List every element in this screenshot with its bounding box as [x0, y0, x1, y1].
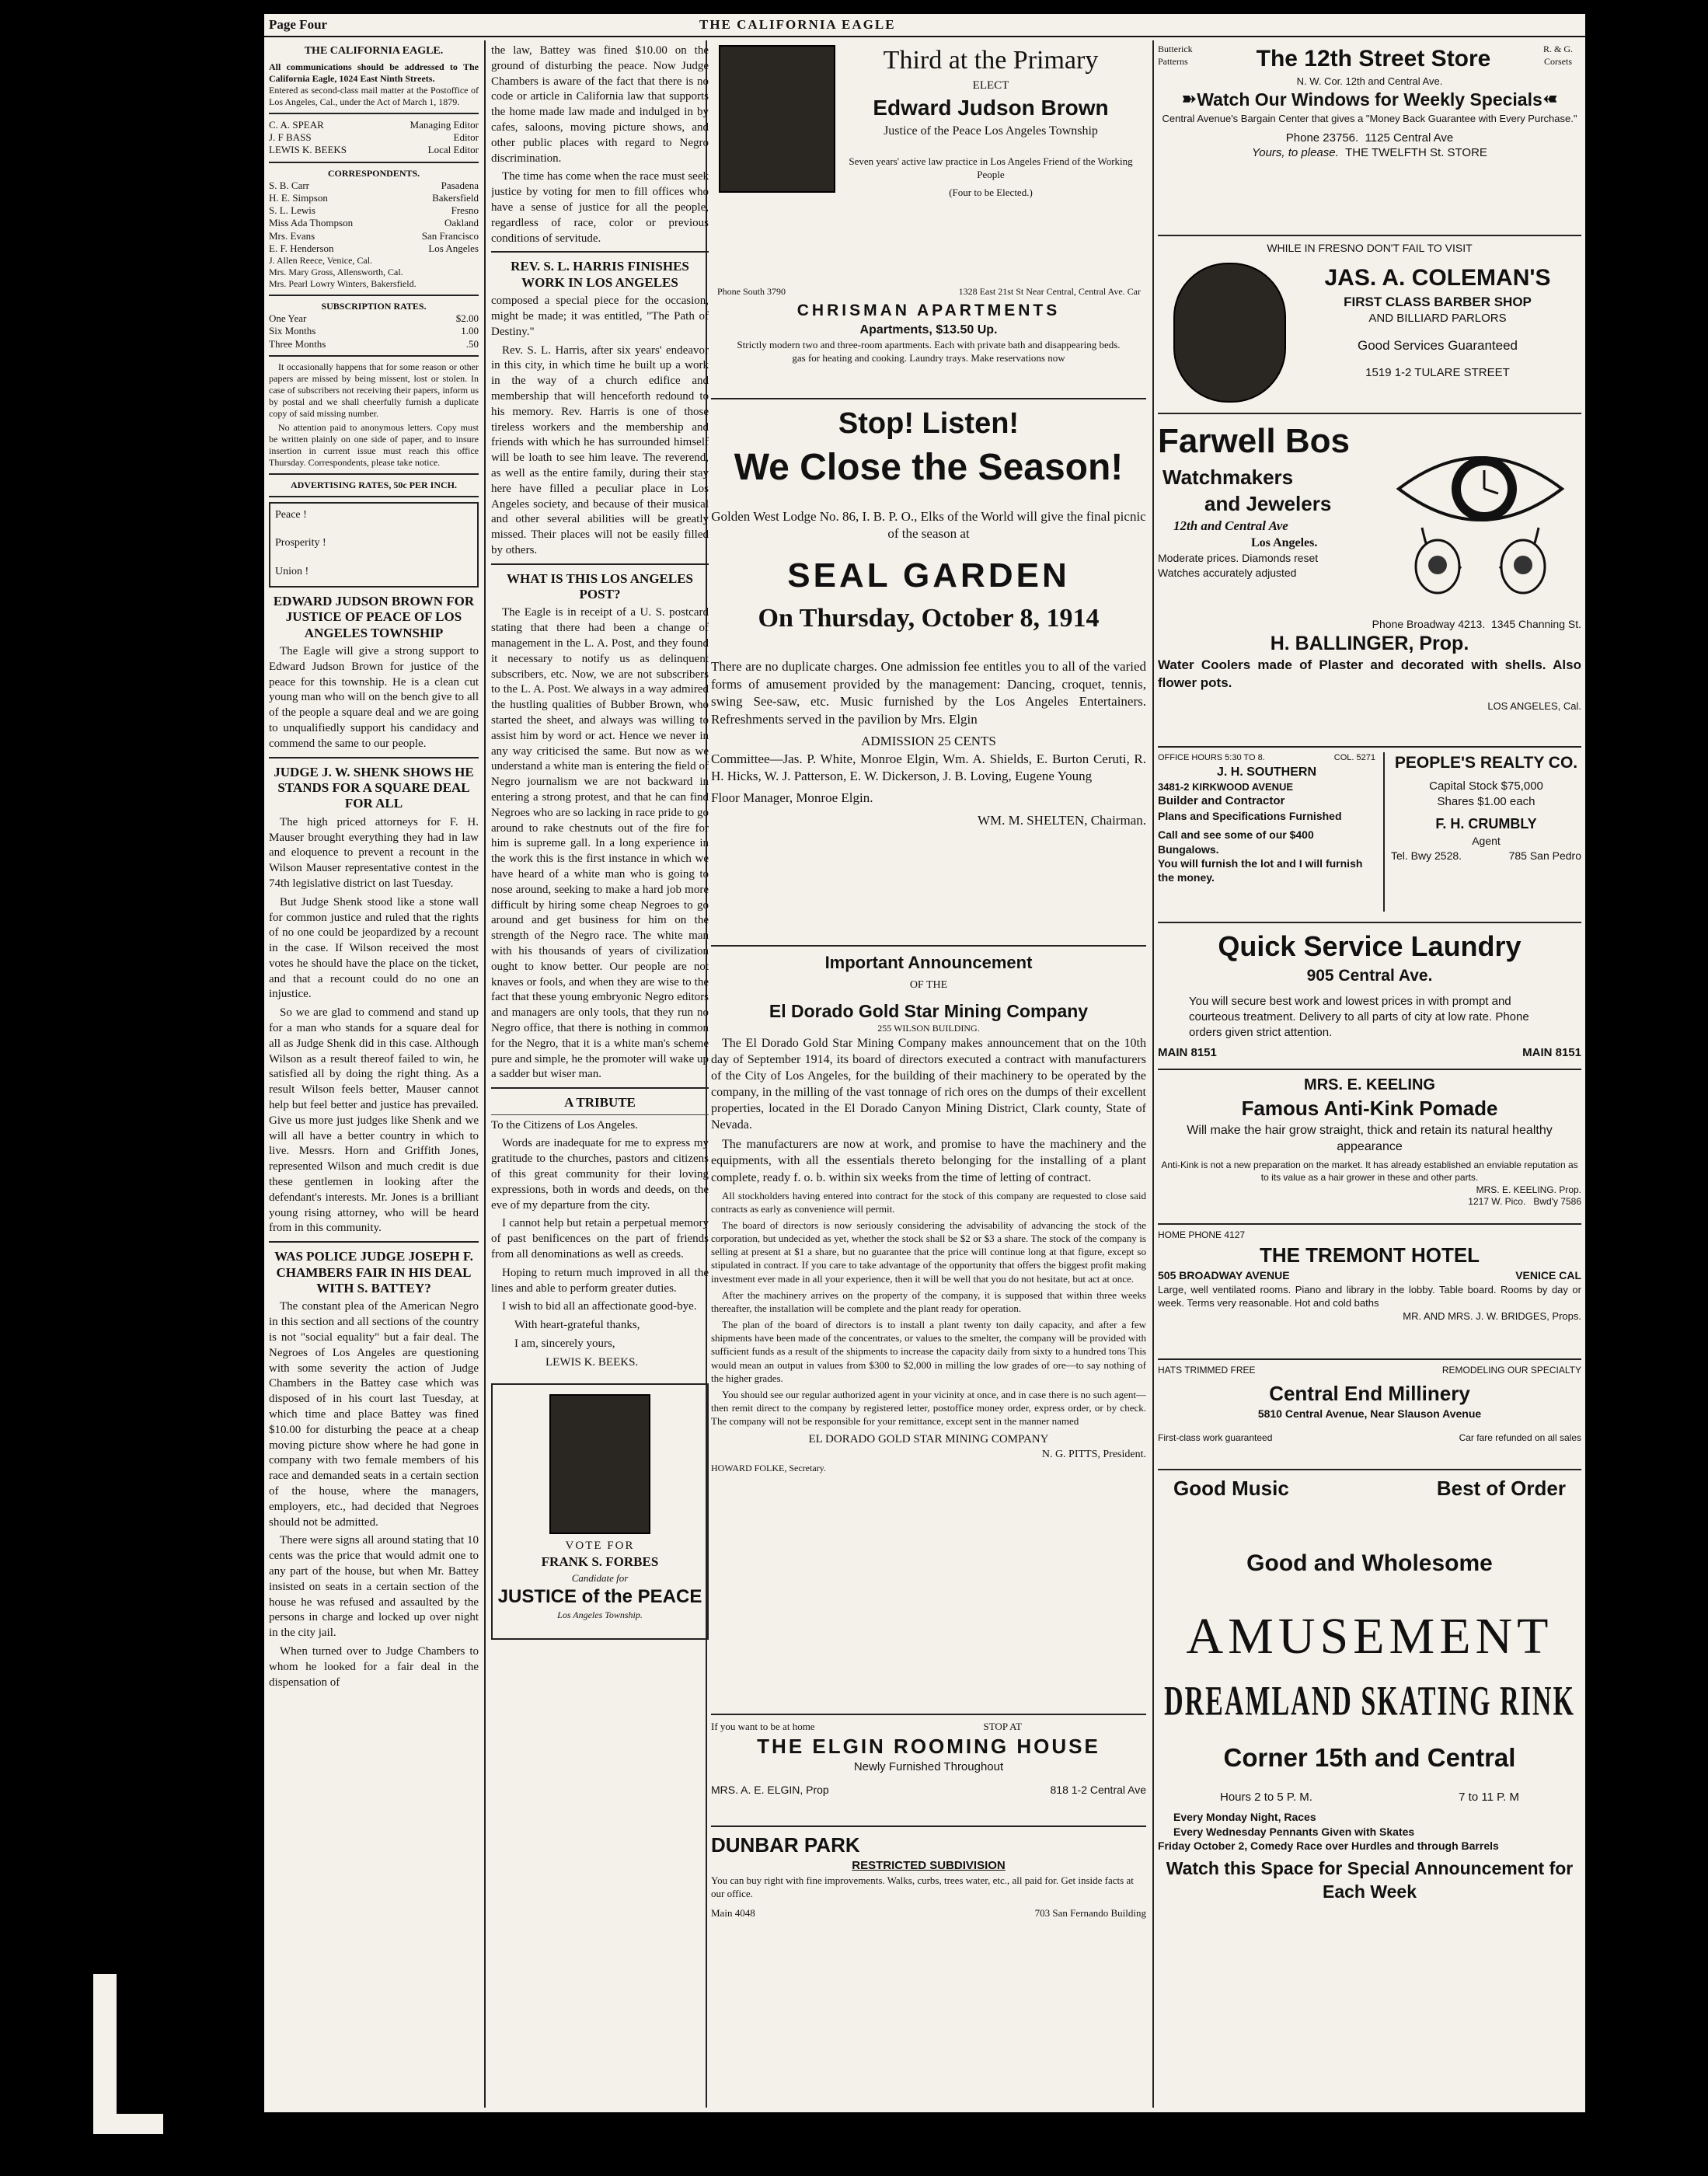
motto-box: Peace ! Prosperity ! Union ! [269, 502, 479, 588]
entry-notice: Entered as second-class mail matter at the Postoffice of Los Angeles, Cal., under the Act of March 1, 1879. [269, 84, 479, 107]
headline-harris: REV. S. L. HARRIS FINISHES WORK IN LOS ANGELES [511, 259, 689, 290]
dunbar-park-ad: DUNBAR PARK RESTRICTED SUBDIVISION You can buy right with fine improvements. Walks, curbs, trees water, etc., all paid for. Get inside facts at our office. Main 4048 703 San Fernando Building [711, 1833, 1146, 1920]
millinery-ad: HATS TRIMMED FREE REMODELING OUR SPECIALTY Central End Millinery 5810 Central Avenue, Near Slauson Avenue First-class work guaranteed Car fare refunded on all sales [1158, 1365, 1581, 1443]
coleman-barber-ad: WHILE IN FRESNO DON'T FAIL TO VISIT JAS. A. COLEMAN'S FIRST CLASS BARBER SHOP AND BILLIARD PARLORS Good Services Guaranteed 1519 1-2 TULARE STREET [1158, 241, 1581, 408]
column-4 [1158, 44, 1581, 2103]
article-text: With heart-grateful thanks, [514, 1319, 640, 1332]
subscription-heading: SUBSCRIPTION RATES. [321, 301, 427, 312]
article-text: I cannot help but retain a perpetual memory of past benificences on the part of friends from all denominations as well as creeds. [491, 1217, 709, 1261]
article-text: The high priced attorneys for F. H. Mauser brought everything they had in law and eloquence to prevent a recount in the Wilson Mauser representative contest in the 74th legislative district on last Tuesday. [269, 815, 479, 890]
signature: LEWIS K. BEEKS. [546, 1355, 639, 1369]
article-text: Rev. S. L. Harris, after six years' endeavor in this city, in which time he built up a work in the way of a church edifice and membership that will henceforth redound to his memory. Rev. Harris is one of those tireless workers and the membership and friends with which he has surrounded himself will be loath to see him leave. The reverend, as well as the entire family, during their stay here have filled a peculiar place in Los Angeles society, and because of their musical and other several abilities will be greatly missed. Their places will not be easily filled by others. [491, 343, 709, 556]
staff-list: C. A. SPEAR Managing Editor J. F BASS Editor LEWIS K. BEEKS Local Editor [269, 118, 479, 156]
column-2 [491, 44, 709, 2103]
film-edge-mark [93, 2114, 163, 2134]
article-text: The Eagle will give a strong support to Edward Judson Brown for justice of the peace for this township. He is a clean cut young man who will on the bench give to all of the people a square deal and we are going to unqualifiedly support his candidacy and commend the same to our people. [269, 644, 479, 750]
farwell-jewelers-ad: Farwell Bos Watchmakers and Jewelers 12th and Central Ave Los Angeles. Moderate prices. Diamonds reset Watches accurately adjusted [1158, 419, 1581, 617]
twelfth-street-store-ad: Butterick Patterns The 12th Street Store R. & G. Corsets N. W. Cor. 12th and Central Ave. ➽ Watch Our Windows for Weekly Specials ➽ Central Avenue's Bargain Center that gives a "Money Back Guarantee with Every Purchase." Phone 23756. 1125 Central Ave Yours, to please. THE TWELFTH St. STORE [1158, 44, 1577, 160]
article-text: Hoping to return much improved in all the lines and able to perform greater duties. [491, 1266, 709, 1295]
film-edge-mark [93, 1974, 117, 2129]
article-text: Words are inadequate for me to express my gratitude to the churches, pastors and citizens of this great community for their loving expressions, both in words and deeds, on the eve of my departure from the city. [491, 1137, 709, 1212]
article-text: I am, sincerely yours, [514, 1337, 615, 1350]
masthead [264, 14, 1585, 37]
quick-laundry-ad: Quick Service Laundry 905 Central Ave. You will secure best work and lowest prices in with prompt and courteous treatment. Delivery to all parts of city at low rate. Phone orders given strict attention. MAIN 8151 MAIN 8151 [1158, 930, 1581, 1059]
correspondents-heading: CORRESPONDENTS. [327, 167, 420, 179]
forbes-ad: VOTE FOR FRANK S. FORBES Candidate for JUSTICE of the PEACE Los Angeles Township. [491, 1383, 709, 1640]
headline-shenk: JUDGE J. W. SHENK SHOWS HE STANDS FOR A SQUARE DEAL FOR ALL [274, 764, 474, 811]
page-number: Page Four [269, 17, 328, 32]
tremont-hotel-ad: HOME PHONE 4127 THE TREMONT HOTEL 505 BROADWAY AVENUE VENICE CAL Large, well ventilated rooms. Piano and library in the lobby. Table board. Rooms by day or week. Terms very reasonable. Hot and cold baths MR. AND MRS. J. W. BRIDGES, Props. [1158, 1229, 1581, 1322]
article-text: When turned over to Judge Chambers to whom he looked for a fair deal in the dispensation of [269, 1644, 479, 1689]
headline-brown: EDWARD JUDSON BROWN FOR JUSTICE OF PEACE OF LOS ANGELES TOWNSHIP [273, 593, 475, 640]
article-text: The Eagle is in receipt of a U. S. postcard stating that there had been a change of management in the L. A. Post, and they found it necessary to notify us as delinquent subscribers, etc. Now, we are not subscribers to the L. A. Post. We always in a way admired the hustling qualities of Bubber Brown, who started the sheet, and always was willing to assist him by word or act. Hence we never in any way criticised the same. But now as we understand a white man is entering the field of Negro journalism we are not backward in entering a strong protest, and that he can find Negroes who are so lacking in race pride to go around to rake chestnuts out of the fire for him is supreme gall. In a long experience in the work this is the first instance in which we have heard of a white man who is going to nose around, seeking to make a hard job more difficult by hiring some cheap Negroes to go around and get business for him on the strength of the Negro race. The white man with his thousands of years of civilization ought to know better. Our people are not knaves or fools, and when they are wise to the fact that these young embryonic Negro editors and managers are only tools, that they run no Negro office, that there is nothing in common for the Negro, that it is a white man's scheme pure and simple, he the promoter will wake up a sadder but wiser man. [491, 606, 709, 1081]
article-text: There were signs all around stating that 10 cents was the price that would admit one to any part of the house, but when Mr. Battey insisted on seats in a certain section of the house he was refused and assaulted by the persons in charge and locked up over night in the city jail. [269, 1534, 479, 1640]
elgin-rooming-ad: If you want to be at home STOP AT THE ELGIN ROOMING HOUSE Newly Furnished Throughout MRS. A. E. ELGIN, Prop 818 1-2 Central Ave [711, 1721, 1146, 1797]
anonymous-note: No attention paid to anonymous letters. Copy must be written plainly on one side of paper, and to insure insertion in current issue must reach this office Thursday. Correspondents, please take notice. [269, 421, 479, 468]
article-text: To the Citizens of Los Angeles. [491, 1118, 638, 1132]
article-text: So we are glad to commend and stand up for a man who stands for a square deal for all as Judge Shenk did in this case. Although Wilson as a result thereof failed to win, he satisfied all by doing the right thing. As a result Wilson feels better, Mauser cannot help but feel better and justice has prevailed. Give us more just judges like Shenk and we will all have a better country in which to live. Messrs. Horn and Griffith Jones, represented Wilson and much credit is due these gentlemen in looking after the defendant's interests. Mr. Jones is a brilliant young rising attorney, who will be heard from in this community. [269, 1006, 479, 1235]
headline-tribute: A TRIBUTE [564, 1095, 636, 1111]
headline-post: WHAT IS THIS LOS ANGELES POST? [507, 570, 693, 602]
column-3 [711, 44, 1146, 2103]
peoples-realty-ad: PEOPLE'S REALTY CO. Capital Stock $75,000 Shares $1.00 each F. H. CRUMBLY Agent Tel. Bwy 2528. 785 San Pedro [1391, 754, 1581, 862]
paper-name: THE CALIFORNIA EAGLE. [304, 45, 444, 57]
chrisman-ad: CHRISMAN APARTMENTS Apartments, $13.50 Up. Strictly modern two and three-room apartments. Each with private bath and disappearing beds. gas for heating and cooking. Laundry trays. Make reservations now [737, 302, 1121, 364]
eye-clock-icon [1391, 434, 1570, 605]
column-rule [484, 40, 486, 2108]
article-text: The constant plea of the American Negro in this section and all sections of the country is not "social equality" but a fair deal. The Negroes of Los Angeles are questioning with some severity the action of Judge Chambers in the Battey case which was disposed of in his court last Tuesday, at which time and place Battey was fined $10.00 for disturbing the peace at a cheap moving picture show where he had gone in company with two female members of his race and demanded seats in a certain section of the house, where the managers, employers, etc., had decided that Negroes should not be admitted. [269, 1300, 479, 1529]
newspaper-page [264, 14, 1585, 2112]
subscription-note: It occasionally happens that for some reason or other papers are missed by being missent, lost or stolen. In case of subscribers not receiving their papers, inform us by postal and we shall cheerfully furnish a duplicate copy of said missing number. [269, 361, 479, 419]
article-text: the law, Battey was fined $10.00 on the ground of disturbing the peace. Now Judge Chambers is aware of the fact that there is no code or article in California law that supports the home made law made and indulged in by cafes, saloons, moving picture shows, and other public places with regard to Negro discrimination. [491, 44, 709, 165]
candidate-photo [719, 45, 835, 193]
advertising-rates: ADVERTISING RATES, 50c PER INCH. [290, 479, 458, 490]
paper-title: THE CALIFORNIA EAGLE [699, 17, 896, 32]
brown-ad: Third at the Primary ELECT Edward Judson Brown Justice of the Peace Los Angeles Township Seven years' active law practice in Los Angeles Friend of the Working People (Four to be Elected.) Phone South 3790 1328 East 21st St Near Central, Central Ave. Car [717, 46, 1141, 297]
ballinger-ad: Phone Broadway 4213. 1345 Channing St. H. BALLINGER, Prop. Water Coolers made of Plaster and decorated with shells. Also flower pots. LOS ANGELES, Cal. [1158, 618, 1581, 713]
headline-chambers: WAS POLICE JUDGE JOSEPH F. CHAMBERS FAIR IN HIS DEAL WITH S. BATTEY? [274, 1249, 473, 1296]
article-text: composed a special piece for the occasion, might be made; it was entitled, "The Path of Destiny." [491, 295, 709, 338]
keeling-pomade-ad: MRS. E. KEELING Famous Anti-Kink Pomade Will make the hair grow straight, thick and retain its natural healthy appearance Anti-Kink is not a new preparation on the market. It has already established an enviable reputation as to its value as a hair grower in these and other parts. MRS. E. KEELING. Prop. 1217 W. Pico. Bwd'y 7586 [1161, 1076, 1581, 1208]
column-1 [269, 44, 479, 2103]
column-rule [1152, 40, 1154, 2108]
article-text: I wish to bid all an affectionate good-bye. [502, 1300, 697, 1313]
hand-left-icon: ➽ [1181, 89, 1197, 110]
skating-rink-ad: Good Music Best of Order Good and Wholesome AMUSEMENT DREAMLAND SKATING RINK Corner 15th and Central Hours 2 to 5 P. M. 7 to 11 P. M Every Monday Night, Races Every Wednesday Pennants Given with Skates Friday October 2, Comedy Race over Hurdles and through Barrels Watch this Space for Special Announcement for Each Week [1158, 1477, 1575, 1902]
proprietor-photo [1173, 263, 1286, 403]
southern-builder-ad: OFFICE HOURS 5:30 TO 8. COL. 5271 J. H. SOUTHERN 3481-2 KIRKWOOD AVENUE Builder and Contractor Plans and Specifications Furnished Call and see some of our $400 Bungalows. You will furnish the lot and I will furnish the money. [1158, 753, 1375, 884]
hand-right-icon: ➽ [1542, 89, 1558, 110]
correspondents-list: S. B. Carr Pasadena H. E. Simpson Bakersfield S. L. Lewis Fresno Miss Ada Thompson Oakland Mrs. Evans San Francisco E. F. Henderson Los Angeles J. Allen Reece, Venice, Cal. Mrs. Mary Gross, Allensworth, Cal. Mrs. Pearl Lowry Winters, Bakersfield. [269, 179, 479, 290]
elks-picnic-ad: Stop! Listen! We Close the Season! Golden West Lodge No. 86, I. B. P. O., Elks of the World will give the final picnic of the season at SEAL GARDEN On Thursday, October 8, 1914 There are no duplicate charges. One admission fee entitles you to all of the varied forms of amusement provided by the management: Dancing, croquet, tennis, swing See-saw, etc. Music furnished by the Los Angeles Entertainers. Refreshments served in the pavilion by Mrs. Elgin ADMISSION 25 CENTS Committee—Jas. P. White, Monroe Elgin, Wm. A. Shields, E. Burton Ceruti, R. H. Hicks, W. J. Patterson, E. W. Dickerson, J. B. Loving, Eugene Young Floor Manager, Monroe Elgin. WM. M. SHELTEN, Chairman. [711, 407, 1146, 828]
candidate-photo [549, 1394, 650, 1534]
address-notice: All communications should be addressed to The California Eagle, 1024 East Ninth Streets. [269, 61, 479, 84]
article-text: But Judge Shenk stood like a stone wall for common justice and ruled that the rights of no one could be jeopardized by a recount in the case. If Wilson received the most votes he should have the place on the ticket, and that a recount could do no one an injustice. [269, 895, 479, 1001]
mining-announcement: Important Announcement OF THE El Dorado Gold Star Mining Company 255 WILSON BUILDING. The El Dorado Gold Star Mining Company makes announcement that on the 10th day of September 1914, its board of directors executed a contract with manufacturers of the City of Los Angeles, for the building of their machinery to be operated by the company, in the milling of the vast tonnage of rich ores on the dumps of their excellent properties, located in the El Dorado Canyon Mining District, Clark county, State of Nevada. The manufacturers are now at work, and promise to have the machinery and the equipments, with all the essentials thereto belonging for the installing of a plant complete, ready f. o. b. within six weeks from the time of letting of contract. All stockholders having entered into contract for the stock of this company are requested to close said contracts as early as convenience will permit. The board of directors is now seriously considering the advisability of advancing the stock of the corporation, but undecided as yet, whether the stock shall be $2 or $3 a share. The stock of the company is selling at present at $1 a share, but no guarantee that the price will continue long at that figure, except so stipulated in contract. If you care to take advantage of the opportunity that offers the biggest profit making investment ever made in all your experience, then it will be well that you do not hesitate, but act at once. After the machinery arrives on the property of the company, it is supposed that within three weeks thereafter, the installation will be complete and the plant ready for operation. The plan of the board of directors is to install a plant twenty ton daily capacity, and after a few shipments have been made of the concentrates, or values to the smelter, the company will be provided with sufficient funds as a result of the shipments to increase the capacity daily from sixty to a hundred tons This would mean an output in values from $300 to $2,000 in milling the low grades of ore—to say nothing of the higher grades. You should see our regular authorized agent in your vicinity at once, and in case there is no such agent—then remit direct to the company by registered letter, postoffice money order, express order, or by check. The company will not be responsible for your remittance, except sent in the manner named EL DORADO GOLD STAR MINING COMPANY N. G. PITTS, President. HOWARD FOLKE, Secretary. [711, 953, 1146, 1473]
article-text: The time has come when the race must seek justice by voting for men to fill offices who have a sense of justice for all the people, regardless of race, color or previous conditions of servitude. [491, 170, 709, 245]
southern-realty-row [1158, 752, 1581, 917]
subscription-rates: One Year $2.00 Six Months 1.00 Three Months .50 [269, 312, 479, 350]
